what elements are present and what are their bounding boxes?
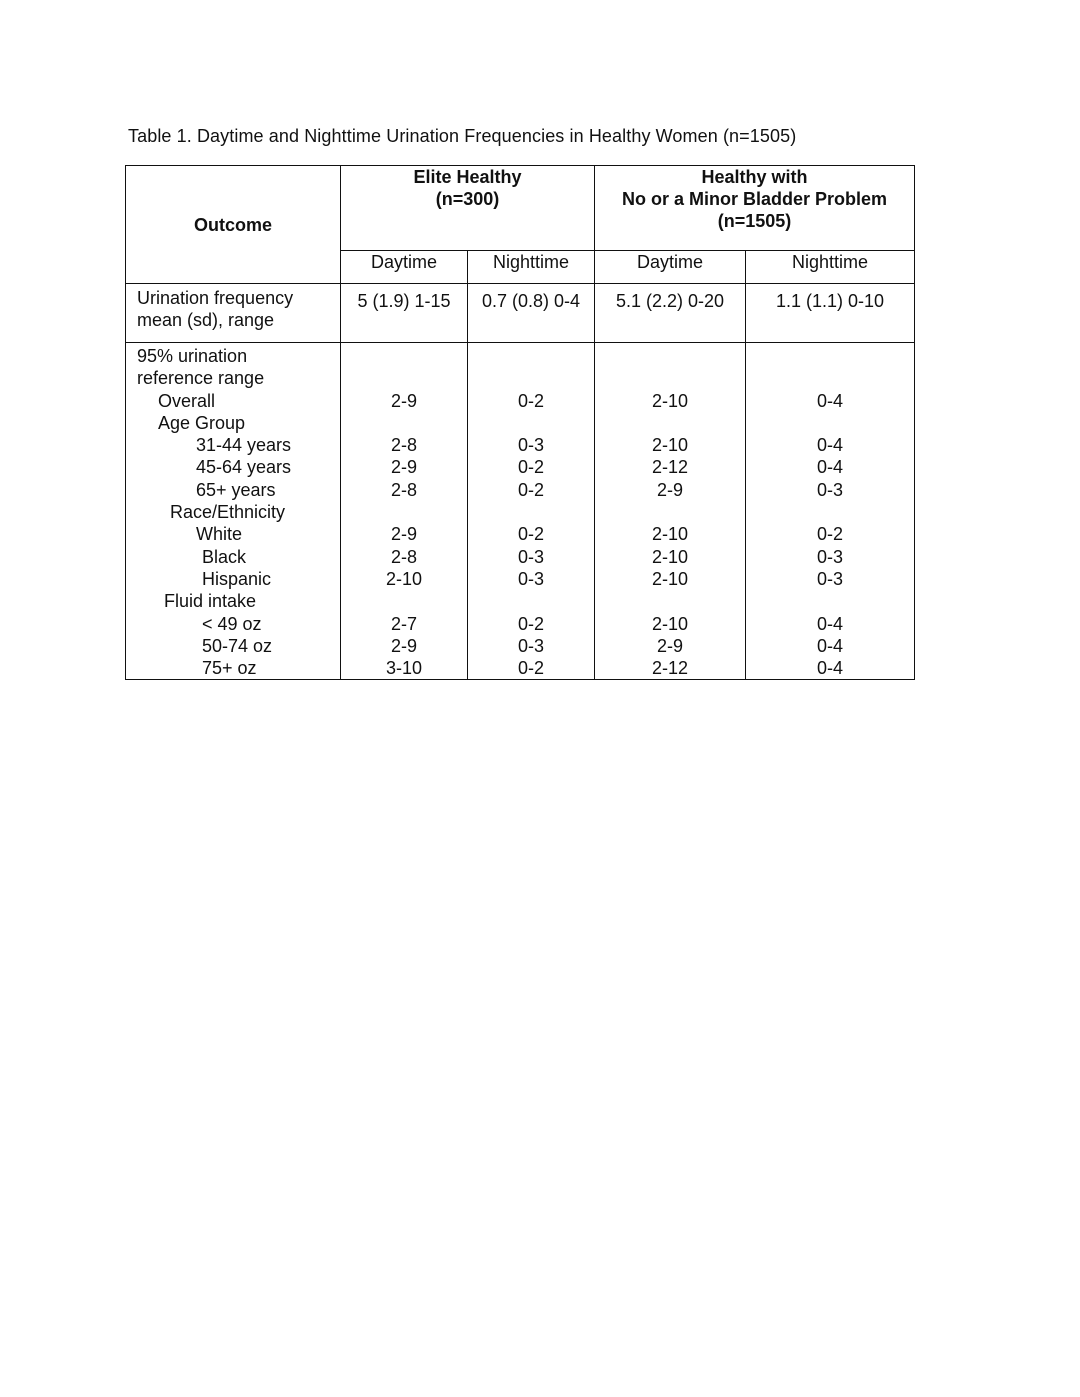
reference-value: 0-3 xyxy=(518,546,545,567)
age-row-label: 65+ years xyxy=(196,479,276,500)
frequency-value: 1.1 (1.1) 0-10 xyxy=(746,284,915,343)
fluid-label: Fluid intake xyxy=(164,591,257,612)
fluid-row-label: 75+ oz xyxy=(202,658,257,679)
subheader-nighttime-minor: Nighttime xyxy=(746,251,915,284)
reference-value: 0-4 xyxy=(817,390,844,411)
reference-value: 0-2 xyxy=(518,479,545,500)
reference-value: 0-4 xyxy=(817,635,844,656)
age-group-label: Age Group xyxy=(158,412,246,433)
frequency-value: 5 (1.9) 1-15 xyxy=(341,284,468,343)
reference-column-minor-nighttime xyxy=(746,343,915,680)
subheader-daytime-minor: Daytime xyxy=(595,251,746,284)
minor-bladder-title-2: No or a Minor Bladder Problem xyxy=(622,189,888,209)
reference-value: 2-10 xyxy=(652,390,689,411)
age-row-label: 45-64 years xyxy=(196,457,292,478)
reference-value: 0-3 xyxy=(817,546,844,567)
subheader-nighttime-elite: Nighttime xyxy=(468,251,595,284)
reference-value: 0-2 xyxy=(518,658,545,679)
reference-value: 2-7 xyxy=(390,613,417,634)
elite-healthy-title: Elite Healthy xyxy=(413,167,522,187)
frequency-label-line1: Urination frequency xyxy=(137,288,294,308)
reference-column-minor-daytime xyxy=(595,343,746,680)
reference-value: 0-3 xyxy=(518,568,545,589)
outcome-header: Outcome xyxy=(126,166,341,284)
reference-value: 2-12 xyxy=(652,457,689,478)
reference-value: 3-10 xyxy=(385,658,423,679)
reference-title-line2: reference range xyxy=(137,368,265,389)
frequency-label-line2: mean (sd), range xyxy=(137,310,275,331)
reference-value: 0-4 xyxy=(817,613,844,634)
reference-value: 2-10 xyxy=(652,568,689,589)
race-row-label: Black xyxy=(202,546,247,567)
race-row-label: White xyxy=(196,524,243,545)
reference-column-elite-daytime xyxy=(341,343,468,680)
subheader-daytime-elite: Daytime xyxy=(341,251,468,284)
reference-value: 2-9 xyxy=(657,479,684,500)
reference-value: 2-9 xyxy=(390,635,417,656)
reference-value: 0-4 xyxy=(817,658,844,679)
reference-value: 0-2 xyxy=(518,390,545,411)
frequency-label xyxy=(126,284,341,343)
elite-healthy-header xyxy=(341,166,595,251)
frequency-value: 5.1 (2.2) 0-20 xyxy=(595,284,746,343)
reference-range-labels xyxy=(126,343,341,680)
reference-value: 2-8 xyxy=(390,435,417,456)
elite-healthy-n: (n=300) xyxy=(435,189,500,209)
reference-value: 0-4 xyxy=(817,457,844,478)
reference-value: 0-2 xyxy=(518,524,545,545)
fluid-row-label: 50-74 oz xyxy=(202,635,273,656)
reference-value: 2-10 xyxy=(652,524,689,545)
reference-value: 2-9 xyxy=(390,457,417,478)
overall-label: Overall xyxy=(158,390,216,411)
reference-value: 0-2 xyxy=(817,524,844,545)
reference-value: 0-3 xyxy=(817,568,844,589)
reference-value: 2-8 xyxy=(390,479,417,500)
reference-title-line1: 95% urination xyxy=(137,346,248,366)
minor-bladder-n: (n=1505) xyxy=(717,211,792,231)
table-header-row xyxy=(126,166,915,251)
reference-value: 0-2 xyxy=(518,457,545,478)
urination-frequency-table xyxy=(125,165,915,680)
reference-value: 0-3 xyxy=(518,635,545,656)
reference-value: 2-9 xyxy=(390,524,417,545)
reference-value: 0-3 xyxy=(518,435,545,456)
reference-value: 2-10 xyxy=(385,568,423,589)
minor-bladder-title-1: Healthy with xyxy=(701,167,808,187)
reference-value: 0-3 xyxy=(817,479,844,500)
age-row-label: 31-44 years xyxy=(196,435,292,456)
reference-value: 2-10 xyxy=(652,435,689,456)
reference-value: 2-10 xyxy=(652,546,689,567)
frequency-value: 0.7 (0.8) 0-4 xyxy=(468,284,595,343)
table-caption: Table 1. Daytime and Nighttime Urination Frequencies in Healthy Women (n=1505) xyxy=(128,126,797,146)
reference-value: 2-8 xyxy=(390,546,417,567)
reference-column-elite-nighttime xyxy=(468,343,595,680)
race-row-label: Hispanic xyxy=(202,568,272,589)
frequency-row xyxy=(126,284,915,343)
reference-range-row xyxy=(126,343,915,680)
race-label: Race/Ethnicity xyxy=(170,502,286,523)
reference-value: 0-4 xyxy=(817,435,844,456)
reference-value: 2-10 xyxy=(652,613,689,634)
reference-value: 2-9 xyxy=(657,635,684,656)
fluid-row-label: < 49 oz xyxy=(202,613,262,634)
reference-value: 2-9 xyxy=(390,390,417,411)
reference-value: 2-12 xyxy=(652,658,689,679)
reference-value: 0-2 xyxy=(518,613,545,634)
minor-bladder-header xyxy=(595,166,915,251)
